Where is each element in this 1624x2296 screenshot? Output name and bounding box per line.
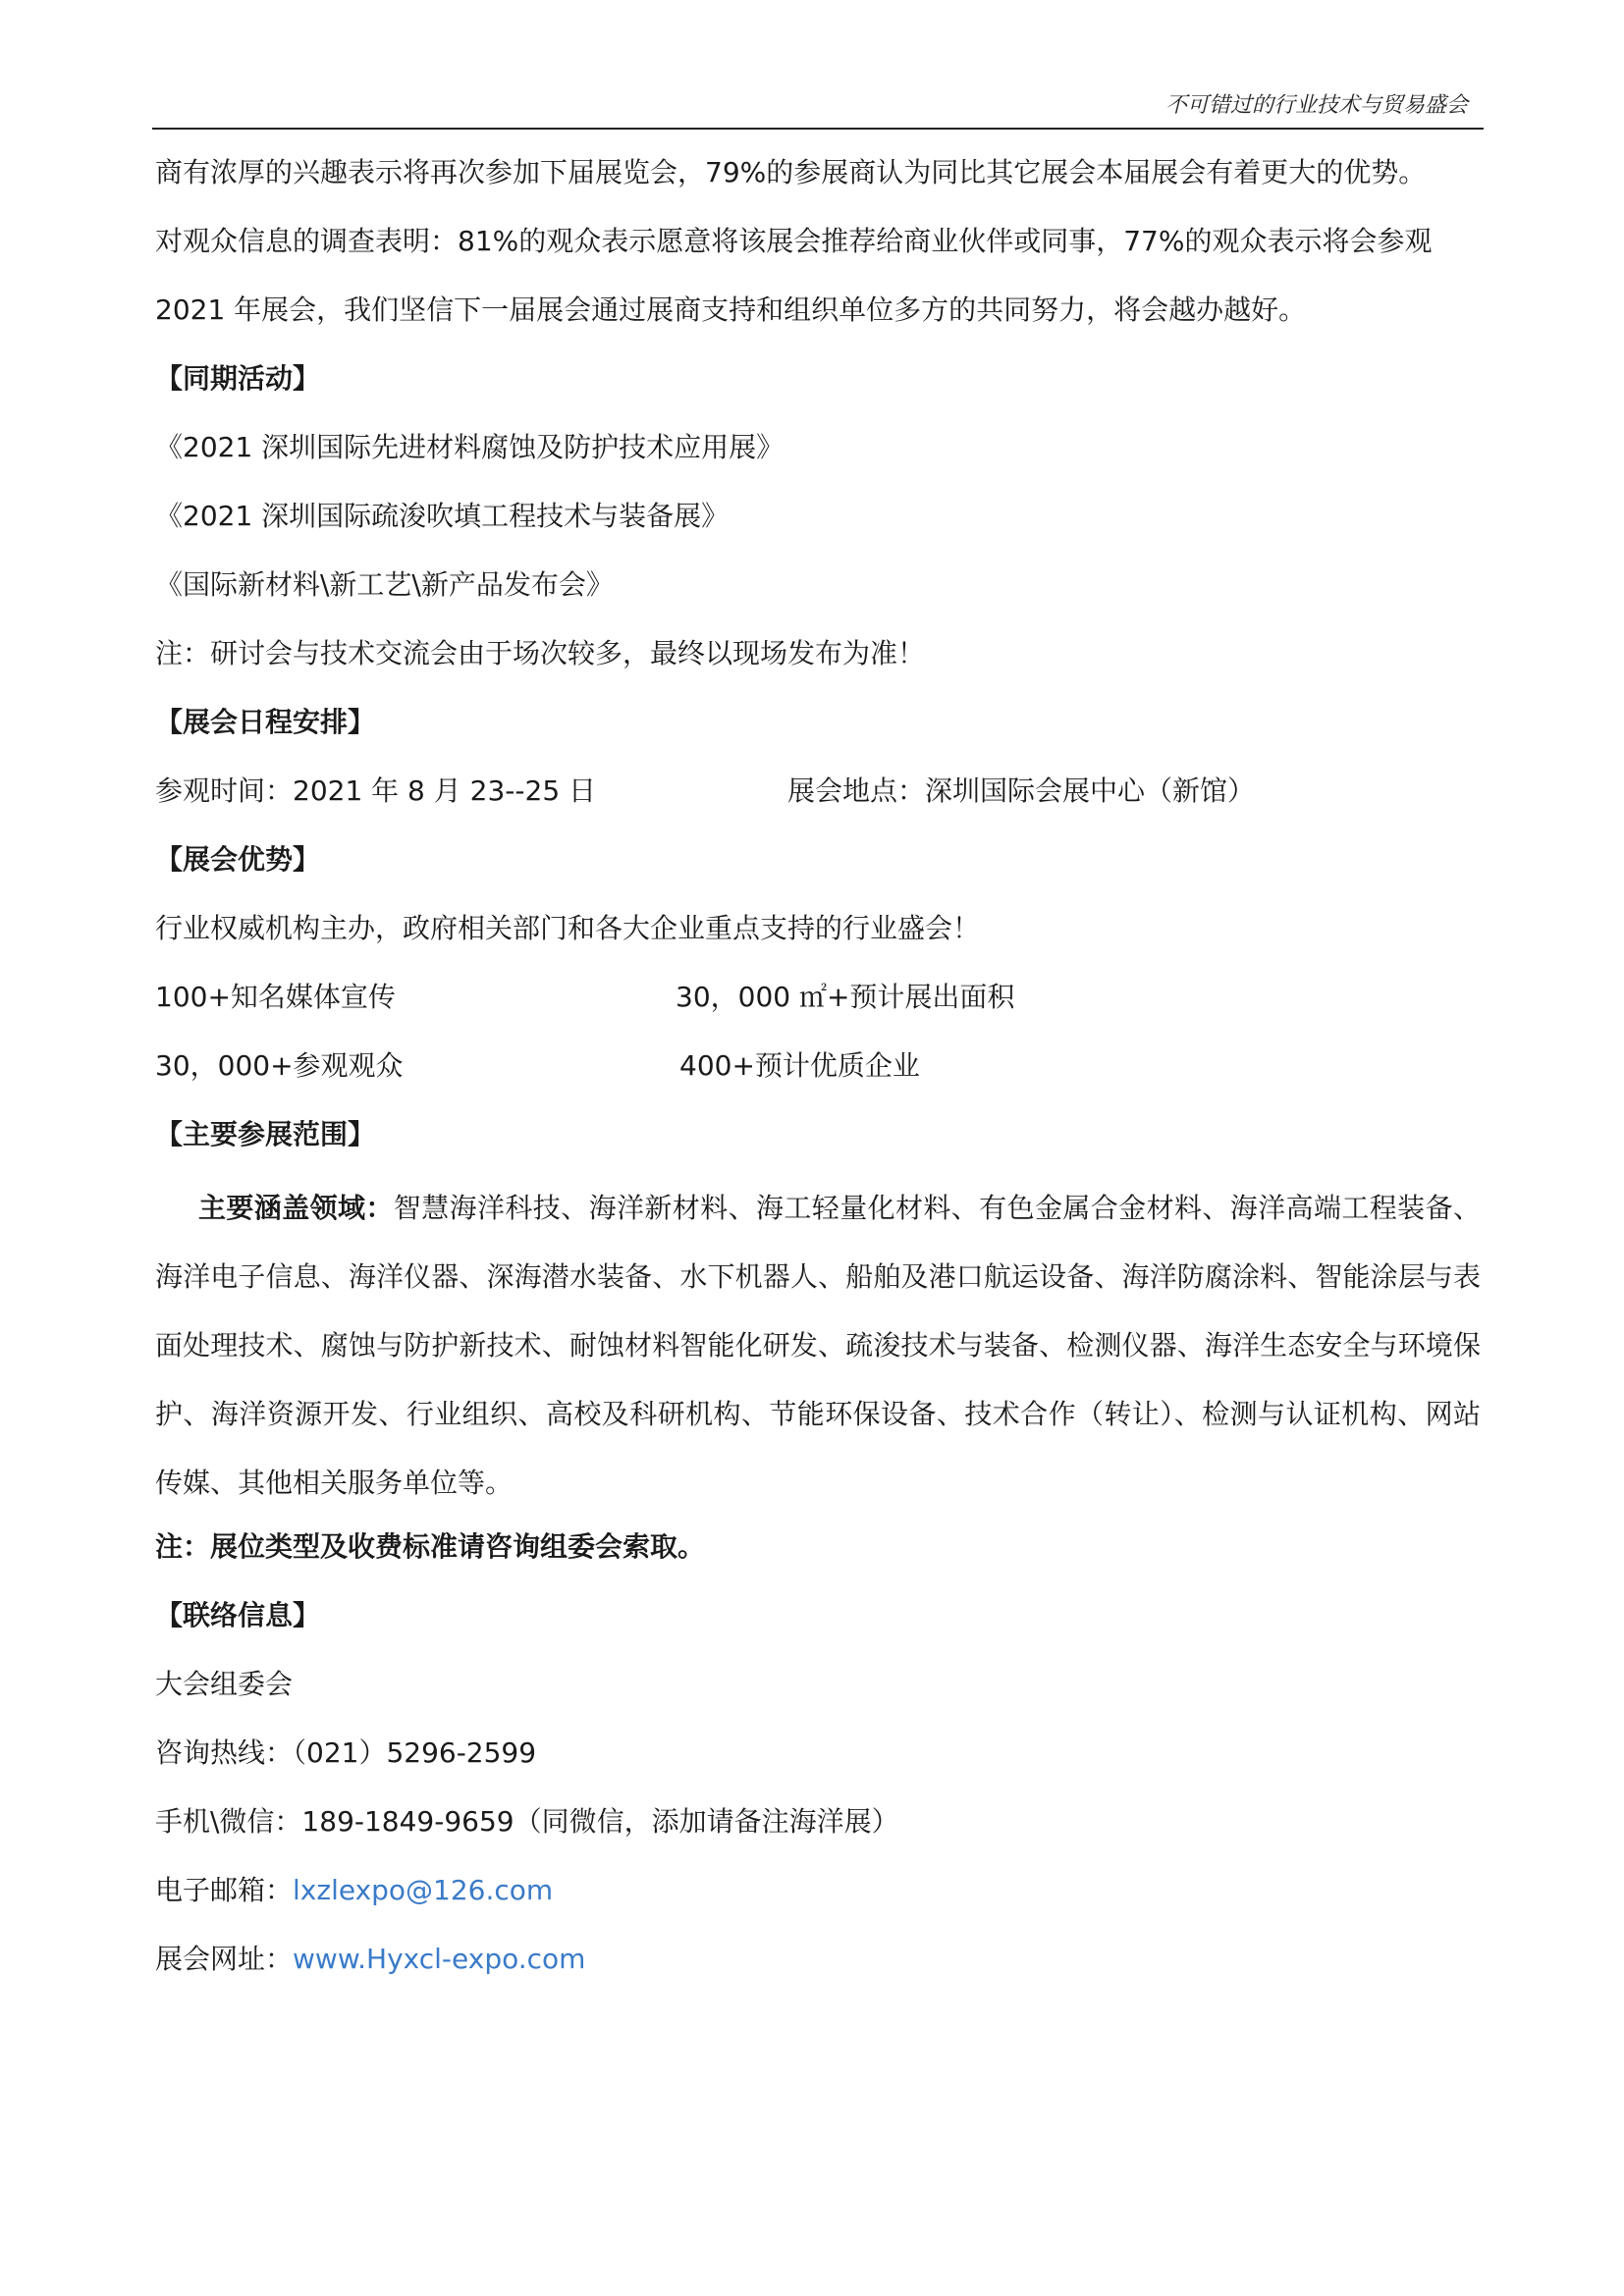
stat-visitors: 30，000+参观观众	[155, 1049, 404, 1082]
scope-lead: 主要涵盖领域：	[198, 1192, 394, 1224]
scope-text: 智慧海洋科技、海洋新材料、海工轻量化材料、有色金属合金材料、海洋高端工程装备、海洋电子信息、海洋仪器、深海潜水装备、水下机器人、船舶及港口航运设备、海洋防腐涂料、智能涂层与表面处理技术、腐蚀与防护新技术、耐蚀材料智能化研发、疏浚技术与装备、检测仪器、海洋生态安全与环境保护、海洋资源开发、行业组织、高校及科研机构、节能环保设备、技术合作（转让）、检测与认证机构、网站传媒、其他相关服务单位等。	[155, 1192, 1481, 1499]
events-note: 注：研讨会与技术交流会由于场次较多，最终以现场发布为准！	[155, 637, 926, 669]
advantages-intro: 行业权威机构主办，政府相关部门和各大企业重点支持的行业盛会！	[155, 912, 981, 944]
contact-heading: 【联络信息】	[155, 1599, 321, 1631]
stat-exhibitors: 400+预计优质企业	[679, 1049, 920, 1082]
contact-hotline: 咨询热线：（021）5296-2599	[155, 1736, 537, 1769]
scope-note: 注：展位类型及收费标准请咨询组委会索取。	[155, 1530, 706, 1563]
header-tagline: 不可错过的行业技术与贸易盛会	[1164, 93, 1468, 118]
event-item: 《2021 深圳国际先进材料腐蚀及防护技术应用展》	[155, 431, 785, 463]
scope-paragraph	[155, 1174, 1481, 1518]
contact-email-row	[155, 1865, 1481, 1934]
page-header	[152, 92, 1484, 130]
schedule-venue: 展会地点：深圳国际会展中心（新馆）	[787, 774, 1256, 807]
event-item: 《2021 深圳国际疏浚吹填工程技术与装备展》	[155, 500, 730, 532]
schedule-time: 参观时间：2021 年 8 月 23--25 日	[155, 774, 597, 807]
intro-line: 商有浓厚的兴趣表示将再次参加下届展览会，79%的参展商认为同比其它展会本届展会有着更大的优势。	[155, 156, 1427, 188]
contact-email-label: 电子邮箱：	[155, 1874, 294, 1906]
stat-media: 100+知名媒体宣传	[155, 981, 396, 1013]
contact-mobile: 手机\微信：189-1849-9659（同微信，添加请备注海洋展）	[155, 1805, 899, 1838]
advantages-stat-row	[155, 1041, 1481, 1109]
scope-heading: 【主要参展范围】	[155, 1118, 376, 1150]
contact-site-row	[155, 1934, 1481, 2002]
events-heading: 【同期活动】	[155, 362, 321, 395]
contact-org: 大会组委会	[155, 1668, 294, 1700]
schedule-heading: 【展会日程安排】	[155, 706, 376, 738]
contact-email-link[interactable]: lxzlexpo@126.com	[293, 1874, 554, 1906]
schedule-row	[155, 766, 1481, 834]
contact-site-link[interactable]: www.Hyxcl-expo.com	[293, 1943, 586, 1975]
contact-site-label: 展会网址：	[155, 1943, 294, 1975]
event-item: 《国际新材料\新工艺\新产品发布会》	[155, 568, 614, 601]
page-content	[155, 147, 1481, 2002]
intro-line: 对观众信息的调查表明：81%的观众表示愿意将该展会推荐给商业伙伴或同事，77%的观众表示将会参观	[155, 225, 1433, 257]
advantages-stat-row	[155, 972, 1481, 1041]
intro-line: 2021 年展会，我们坚信下一届展会通过展商支持和组织单位多方的共同努力，将会越办越好。	[155, 294, 1307, 326]
advantages-heading: 【展会优势】	[155, 843, 321, 876]
stat-area: 30，000 ㎡+预计展出面积	[676, 981, 1015, 1013]
